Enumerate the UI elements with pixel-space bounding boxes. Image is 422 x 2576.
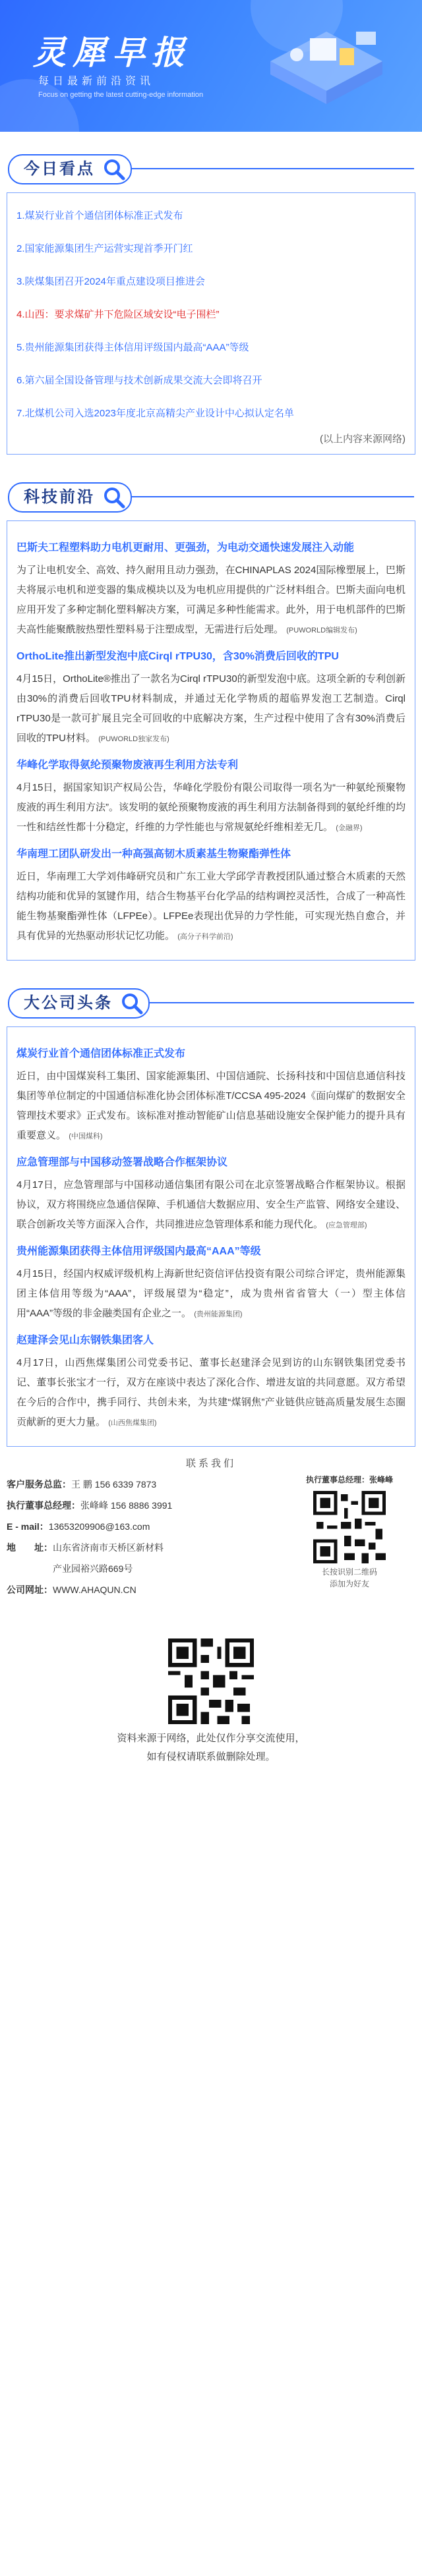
banner-english: Focus on getting the latest cutting-edge information (38, 91, 204, 99)
header-banner (0, 0, 422, 132)
news-body: 近日，由中国煤炭科工集团、国家能源集团、中国信通院、长扬科技和中国信息通信科技集团等单位制定的中国通信标准化协会团体标准T/CCSA 495-2024《面向煤矿的数据安全管理技术要求》正式发布。该标准对推动智能矿山信息基础设施安全保护能力的提升具有重要意义。 (中国煤科) (16, 1071, 406, 1141)
news-item (16, 1153, 406, 1235)
news-headline[interactable]: 应急管理部与中国移动签署战略合作框架协议 (16, 1157, 228, 1168)
banner-subtitle: 每日最新前沿资讯 (38, 76, 155, 87)
news-body: 4月15日，OrthoLite®推出了一款名为Cirql rTPU30的新型发泡中底。这项全新的专利创新由30%的消费后回收TPU材料制成，并通过无化学物质的超临界发泡工艺制造。Cirql rTPU30是一款可扩展且完全可回收的中底解决方案，生产过程中使用了含有30%消费后回收的TPU材料。 (PUWORLD独家发布) (16, 673, 406, 744)
tech-heading: 科技前沿 (8, 482, 132, 513)
qr-label: 执行董事总经理：张峰峰 (305, 1475, 393, 1484)
list-item[interactable]: 7.北煤机公司入选2023年度北京高精尖产业设计中心拟认定名单 (16, 408, 294, 419)
list-item[interactable]: 1.煤炭行业首个通信团体标准正式发布 (16, 210, 183, 221)
company-news-box (7, 1026, 415, 1447)
magnifier-icon (121, 992, 143, 1015)
list-item[interactable]: 4.山西：要求煤矿井下危险区域安设“电子围栏” (16, 309, 220, 320)
banner-title: 灵犀早报 (33, 34, 191, 71)
news-body: 4月17日，山西焦煤集团公司党委书记、董事长赵建泽会见到访的山东钢铁集团党委书记、董事长张宝才一行，双方在座谈中表达了深化合作、增进友谊的共同意愿。双方希望在今后的合作中，携手同行、共创未来，为共建“煤钢焦”产业链供应链高质量发展生态圈贡献新的更大力量。 (山西焦煤集团) (16, 1357, 406, 1428)
source-note: (以上内容来源网络) (320, 434, 406, 445)
magnifier-icon (103, 486, 125, 509)
wechat-qr-code-icon[interactable] (313, 1491, 386, 1563)
contact-row-manager: 执行董事总经理：张峰峰 156 8886 3991 (7, 1500, 173, 1511)
news-headline[interactable]: 贵州能源集团获得主体信用评级国内最高“AAA”等级 (16, 1246, 261, 1257)
news-citation: (高分子科学前沿) (177, 933, 233, 941)
news-headline[interactable]: 华峰化学取得氨纶预聚物废液再生利用方法专利 (16, 760, 239, 771)
news-item (16, 1044, 406, 1146)
qr-caption-2: 添加为好友 (329, 1579, 369, 1588)
contact-row-address: 地 址：山东省济南市天桥区新材料 (7, 1542, 164, 1553)
news-headline[interactable]: 赵建泽会见山东钢铁集团客人 (16, 1335, 154, 1346)
news-headline[interactable]: 华南理工团队研发出一种高强高韧木质素基生物聚酯弹性体 (16, 849, 291, 860)
news-citation: (PUWORLD独家发布) (98, 735, 169, 743)
news-citation: (应急管理部) (326, 1221, 367, 1229)
official-qr-code-icon[interactable] (168, 1638, 254, 1724)
contact-row-email[interactable]: E - mail：13653209906@163.com (7, 1521, 150, 1532)
contact-block (7, 1474, 415, 1645)
news-citation: (金融界) (336, 824, 363, 832)
news-body: 4月15日，经国内权威评级机构上海新世纪资信评估投资有限公司综合评定，贵州能源集团主体信用等级为“AAA”，评级展望为“稳定”，成为贵州省省管大（一）型主体信用“AAA”等级的非金融类国有企业之一。 (贵州能源集团) (16, 1268, 406, 1319)
news-body: 近日，华南理工大学刘伟峰研究员和广东工业大学邱学青教授团队通过整合木质素的天然结构功能和优异的氢键作用，结合生物基平台化学品的结构调控灵活性，合成了一种高性能生物基聚酯弹性体（LFPEe）。LFPEe表现出优异的力学性能，可实现光热自愈合，并具有优异的光热驱动形状记忆功能。 (高分子科学前沿) (16, 871, 406, 941)
news-item (16, 647, 406, 749)
today-heading: 今日看点 (8, 154, 132, 184)
news-citation: (贵州能源集团) (194, 1310, 243, 1318)
magnifier-icon (103, 158, 125, 181)
today-list (7, 192, 415, 455)
news-item (16, 538, 406, 640)
tech-section (0, 472, 422, 961)
list-item[interactable]: 6.第六届全国设备管理与技术创新成果交流大会即将召开 (16, 375, 262, 386)
contact-row-service: 客户服务总监：王 鹏 156 6339 7873 (7, 1479, 157, 1490)
news-citation: (PUWORLD编辑发布) (286, 627, 357, 634)
contact-row-website[interactable]: 公司网址：WWW.AHAQUN.CN (7, 1584, 136, 1595)
qr-caption-1: 长按识别二维码 (321, 1567, 377, 1577)
contact-title: 联系我们 (185, 1458, 236, 1469)
isometric-illustration-icon (257, 18, 396, 117)
news-headline[interactable]: OrthoLite推出新型发泡中底Cirql rTPU30，含30%消费后回收的TPU (16, 651, 339, 662)
news-item (16, 1242, 406, 1324)
tech-news-box (7, 520, 415, 961)
news-item (16, 845, 406, 947)
list-item[interactable]: 5.贵州能源集团获得主体信用评级国内最高“AAA”等级 (16, 342, 249, 353)
news-headline[interactable]: 煤炭行业首个通信团体标准正式发布 (16, 1048, 186, 1059)
company-heading: 大公司头条 (8, 988, 150, 1019)
company-section (0, 978, 422, 1447)
today-section (0, 144, 422, 455)
list-item[interactable]: 2.国家能源集团生产运营实现首季开门红 (16, 243, 193, 254)
news-citation: (中国煤科) (69, 1133, 103, 1140)
news-body: 4月17日，应急管理部与中国移动通信集团有限公司在北京签署战略合作框架协议。根据协议，双方将围绕应急通信保障、手机通信大数据应用、安全生产监管、网络安全建设、联合创新攻关等方面深入合作，共同推进应急管理体系和能力现代化。 (应急管理部) (16, 1179, 406, 1230)
news-body: 为了让电机安全、高效、持久耐用且动力强劲，在CHINAPLAS 2024国际橡塑展上，巴斯夫将展示电机和逆变器的集成模块以及为电机应用提供的广泛材料组合。巴斯夫面向电机应用开发了多种定制化塑料解决方案，可满足多种性能需求。此外，用于电机部件的巴斯夫高性能聚酰胺热塑性塑料易于注塑成型，无需进行后处理。 (PUWORLD编辑发布) (16, 565, 406, 635)
news-headline[interactable]: 巴斯夫工程塑料助力电机更耐用、更强劲，为电动交通快速发展注入动能 (16, 542, 355, 553)
news-body: 4月15日，据国家知识产权局公告，华峰化学股份有限公司取得一项名为“一种氨纶预聚物废液的再生利用方法”。该发明的氨纶预聚物废液的再生利用方法制备得到的氨纶纤维的均一性和结丝性都十分稳定，纤维的力学性能也与常规氨纶纤维相差无几。 (金融界) (16, 782, 406, 833)
news-item (16, 756, 406, 838)
footer-line-2: 如有侵权请联系做删除处理。 (146, 1751, 276, 1762)
news-citation: (山西焦煤集团) (108, 1419, 157, 1427)
contact-row-address-2: 产业园裕兴路669号 (53, 1563, 133, 1574)
footer-line-1: 资料来源于网络，此处仅作分享交流使用， (117, 1733, 305, 1744)
news-item (16, 1331, 406, 1433)
list-item[interactable]: 3.陕煤集团召开2024年重点建设项目推进会 (16, 276, 205, 287)
footer-disclaimer (0, 1729, 422, 1766)
